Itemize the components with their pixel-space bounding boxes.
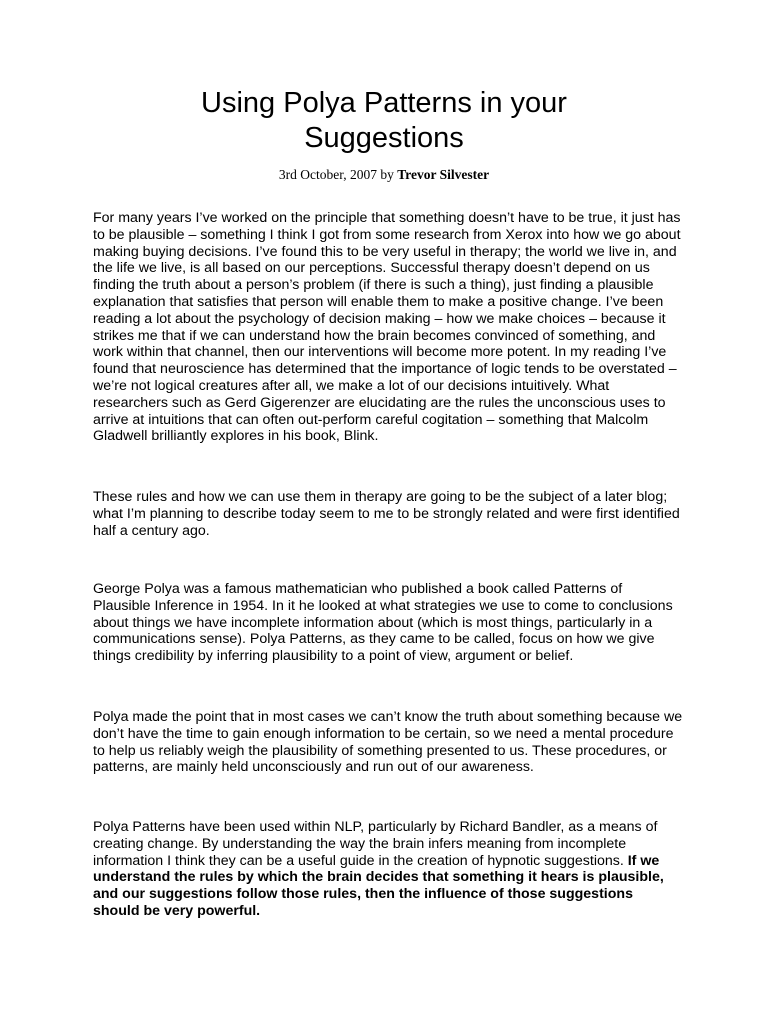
paragraph-intro: For many years I’ve worked on the principle that something doesn’t have to be true, it just has to be plausible – something I think I got from some research from Xerox into how we go about making buying decisions. I’ve found this to be very useful in therapy; the world we live in, and the life we live, is all based on our perceptions. Successful therapy doesn’t depend on us finding the truth about a person’s problem (if there is such a thing), just finding a plausible explanation that satisfies that person will enable them to make a positive change. I’ve been reading a lot about the psychology of decision making – how we make choices – because it strikes me that if we can understand how the brain becomes convinced of something, and work within that channel, then our interventions will become more potent. In my reading I’ve found that neuroscience has determined that the importance of logic tends to be overstated – we’re not logical creatures after all, we make a lot of our decisions intuitively. What researchers such as Gerd Gigerenzer are elucidating are the rules the unconscious uses to arrive at intuitions that can often out-perform careful cogitation – something that Malcolm Gladwell brilliantly explores in his book, Blink. bbox=[93, 210, 681, 445]
author-name: Trevor Silvester bbox=[397, 167, 490, 182]
paragraph-rules: These rules and how we can use them in therapy are going to be the subject of a later blog; what I’m planning to describe today seem to me to be strongly related and were first identified half a century ago. bbox=[93, 489, 680, 539]
paragraph-nlp-emphasis: If we understand the rules by which the brain decides that something it hears is plausible, and our suggestions follow those rules, then the influence of those suggestions should be very powerful. bbox=[93, 852, 664, 919]
title-line-1: Using Polya Patterns in your bbox=[201, 87, 567, 119]
paragraph-truth: Polya made the point that in most cases we can’t know the truth about something because we don’t have the time to gain enough information to be certain, so we need a mental procedure to help us reliably weigh the plausibility of something presented to us. These procedures, or patterns, are mainly held unconsciously and run out of our awareness. bbox=[93, 709, 683, 776]
paragraph-polya: George Polya was a famous mathematician who published a book called Patterns of Plausible Inference in 1954. In it he looked at what strategies we use to come to conclusions about things we have incomplete information about (which is most things, particularly in a communications sense). Polya Patterns, as they came to be called, focus on how we give things credibility by inferring plausibility to a point of view, argument or belief. bbox=[93, 581, 673, 665]
paragraph-nlp-text: Polya Patterns have been used within NLP, particularly by Richard Bandler, as a means of creating change. By understanding the way the brain infers meaning from incomplete information I think they can be a useful guide in the creation of hypnotic suggestions. bbox=[93, 819, 658, 869]
byline bbox=[0, 166, 768, 184]
title-line-2: Suggestions bbox=[304, 122, 464, 154]
paragraph-nlp bbox=[93, 819, 683, 920]
page-title bbox=[0, 86, 768, 156]
date-by: 3rd October, 2007 by bbox=[278, 167, 398, 182]
